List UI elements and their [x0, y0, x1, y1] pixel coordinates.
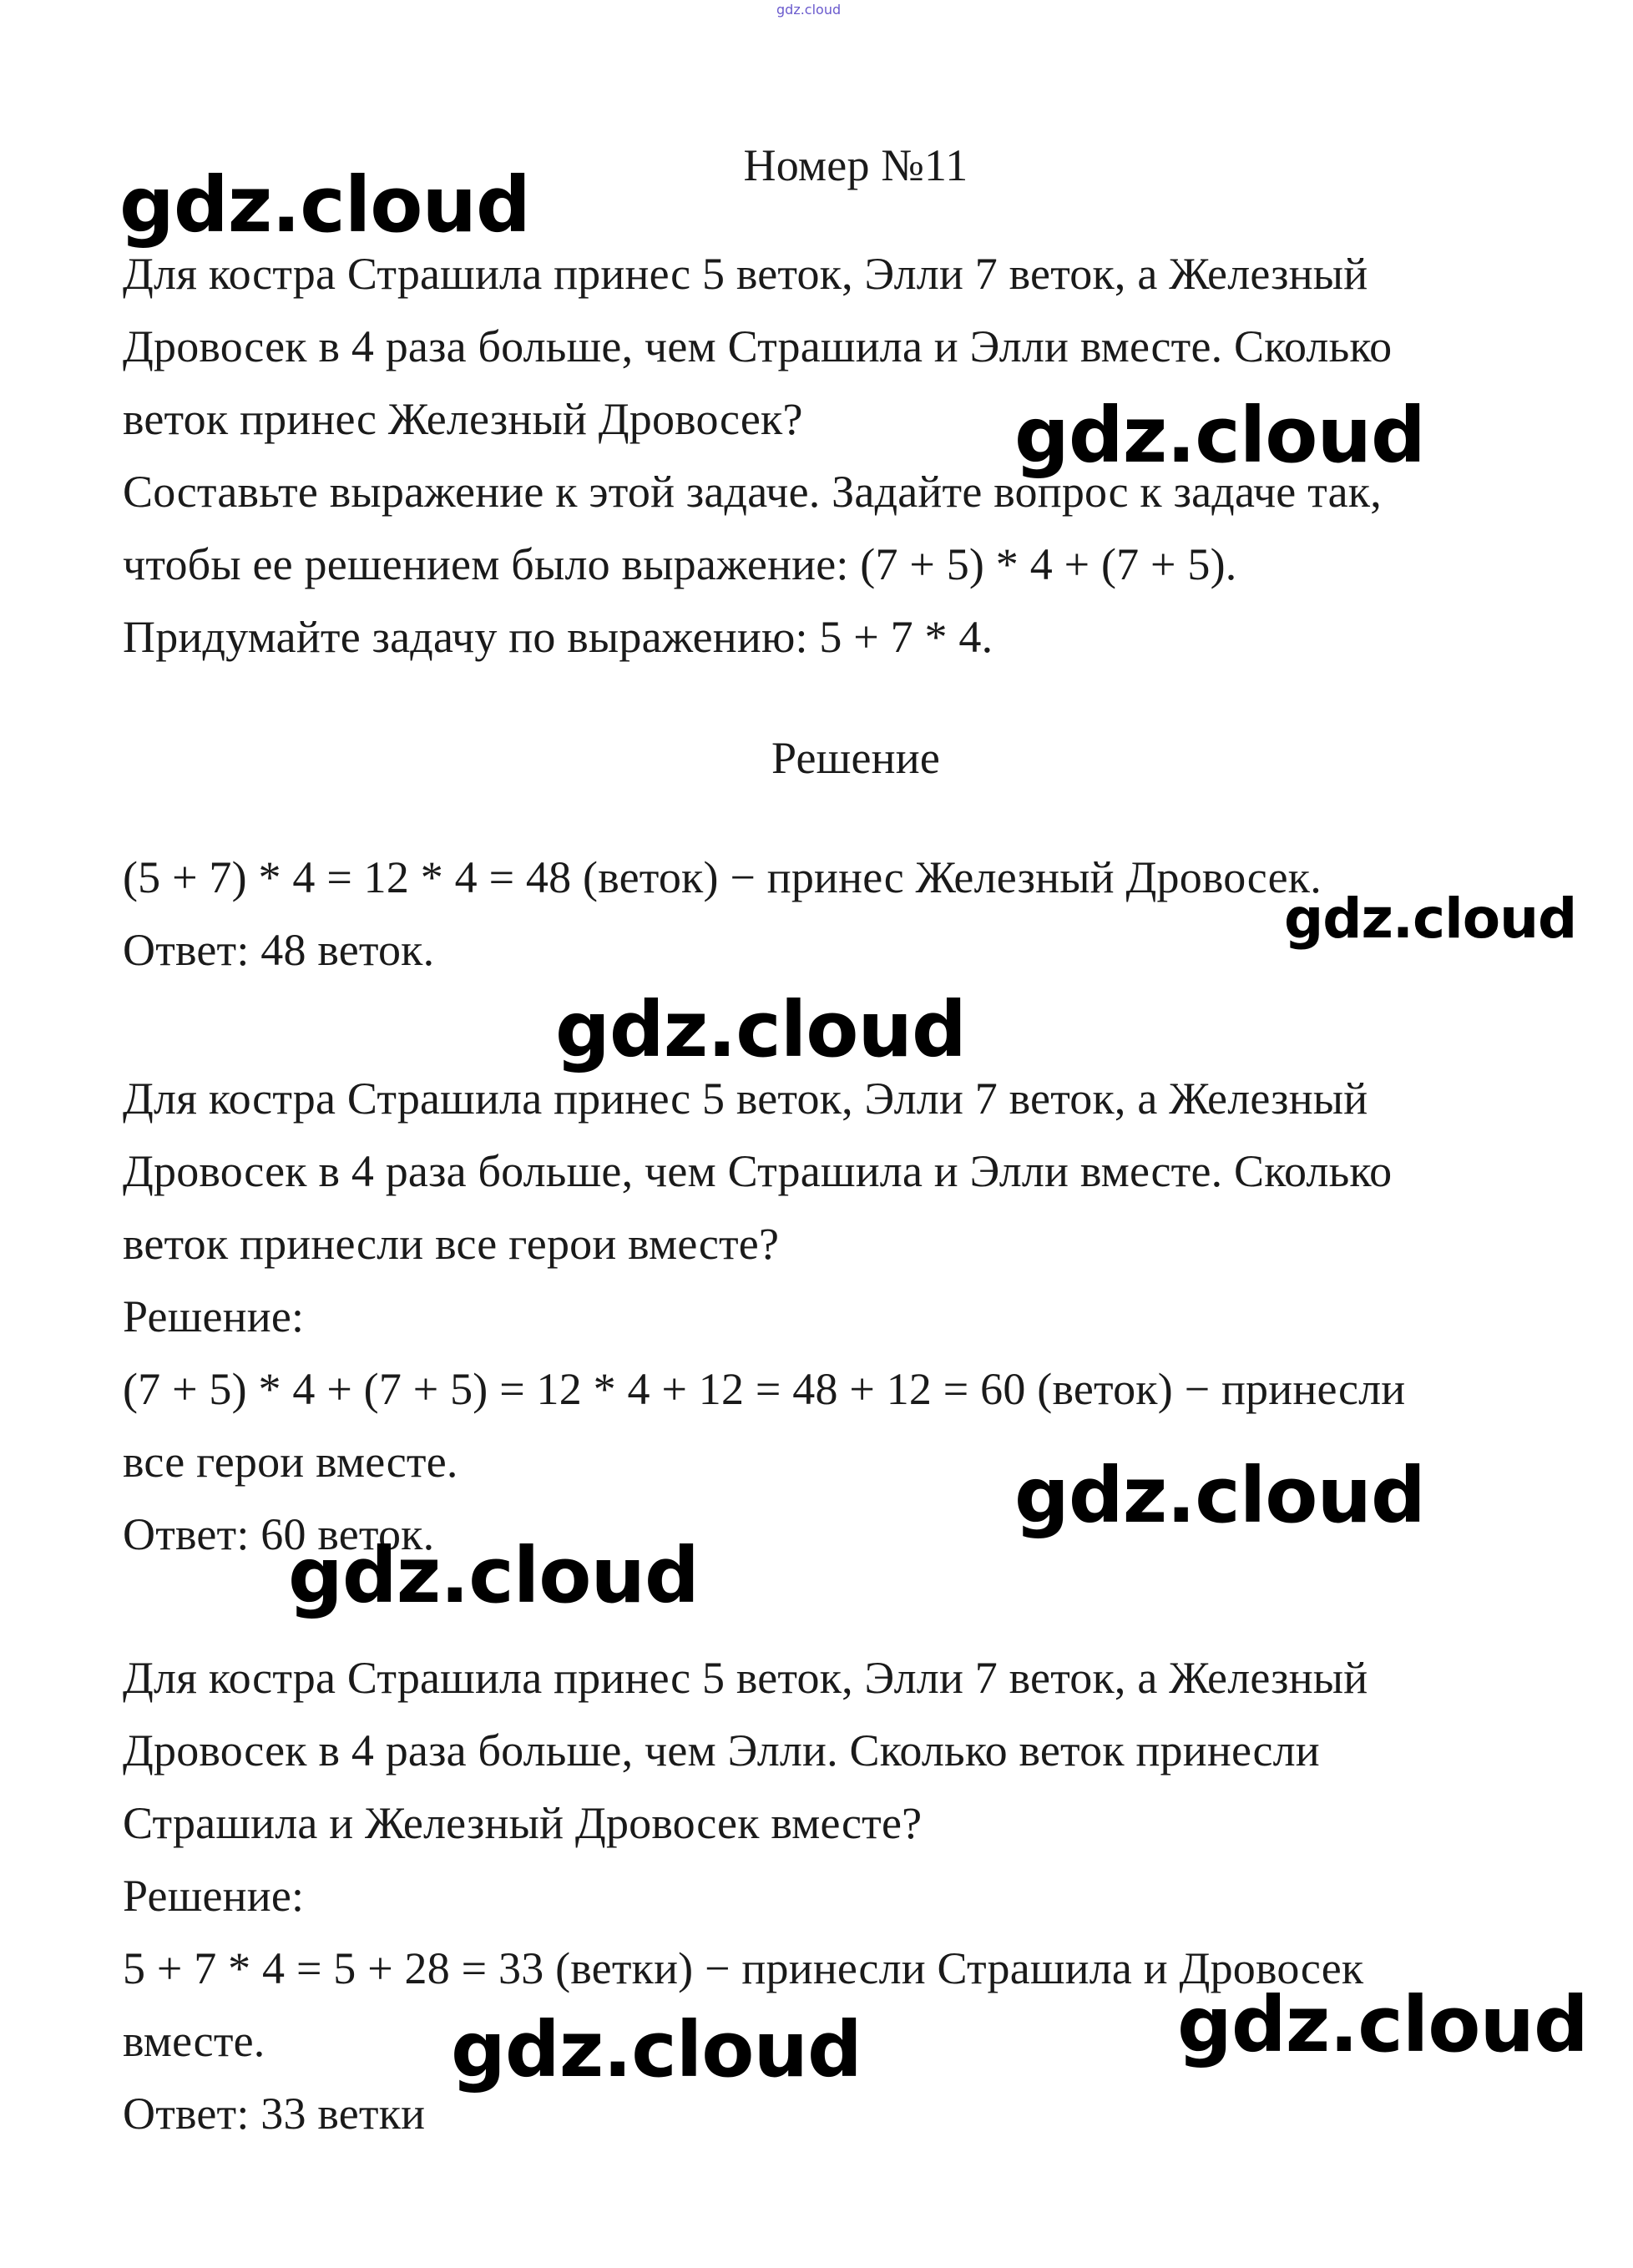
- watermark: gdz.cloud: [1014, 391, 1425, 480]
- watermark: gdz.cloud: [1177, 1980, 1588, 2069]
- watermark: gdz.cloud: [1014, 1451, 1425, 1540]
- watermark: gdz.cloud: [288, 1531, 699, 1620]
- task-line: веток принесли все герои вместе?: [123, 1219, 780, 1269]
- solution-label: Решение:: [123, 1291, 305, 1341]
- problem-line: Для костра Страшила принес 5 веток, Элли 7 веток, а Железный: [123, 249, 1368, 299]
- task-line: Страшила и Железный Дровосек вместе?: [123, 1798, 923, 1848]
- watermark: gdz.cloud: [451, 2005, 862, 2094]
- problem-line: Дровосек в 4 раза больше, чем Страшила и Элли вместе. Сколько: [123, 321, 1393, 371]
- solution-line: (7 + 5) * 4 + (7 + 5) = 12 * 4 + 12 = 48 + 12 = 60 (веток) − принесли: [123, 1364, 1406, 1414]
- watermark: gdz.cloud: [555, 985, 966, 1074]
- task-line: Дровосек в 4 раза больше, чем Элли. Сколько веток принесли: [123, 1725, 1320, 1776]
- answer-line: Ответ: 33 ветки: [123, 2089, 426, 2139]
- solution-line: вместе.: [123, 2016, 265, 2066]
- watermark: gdz.cloud: [119, 160, 530, 250]
- solution-label: Решение:: [123, 1871, 305, 1921]
- task-line: Для костра Страшила принес 5 веток, Элли 7 веток, а Железный: [123, 1653, 1368, 1703]
- top-watermark: gdz.cloud: [776, 2, 842, 18]
- solution-line: (5 + 7) * 4 = 12 * 4 = 48 (веток) − принес Железный Дровосек.: [123, 852, 1322, 902]
- answer-line: Ответ: 48 веток.: [123, 925, 435, 975]
- problem-line: чтобы ее решением было выражение: (7 + 5) * 4 + (7 + 5).: [123, 539, 1237, 589]
- page-title: Номер №11: [743, 140, 968, 190]
- answer-line: Ответ: 60 веток.: [123, 1509, 435, 1559]
- solution-heading: Решение: [771, 733, 940, 783]
- task-line: Дровосек в 4 раза больше, чем Страшила и Элли вместе. Сколько: [123, 1146, 1393, 1196]
- problem-line: Составьте выражение к этой задаче. Задайте вопрос к задаче так,: [123, 467, 1382, 517]
- task-line: Для костра Страшила принес 5 веток, Элли 7 веток, а Железный: [123, 1073, 1368, 1124]
- problem-line: веток принес Железный Дровосек?: [123, 394, 803, 444]
- solution-line: 5 + 7 * 4 = 5 + 28 = 33 (ветки) − принесли Страшила и Дровосек: [123, 1943, 1364, 1993]
- watermark: gdz.cloud: [1284, 886, 1577, 951]
- problem-line: Придумайте задачу по выражению: 5 + 7 * 4.: [123, 612, 993, 662]
- solution-line: все герои вместе.: [123, 1437, 458, 1487]
